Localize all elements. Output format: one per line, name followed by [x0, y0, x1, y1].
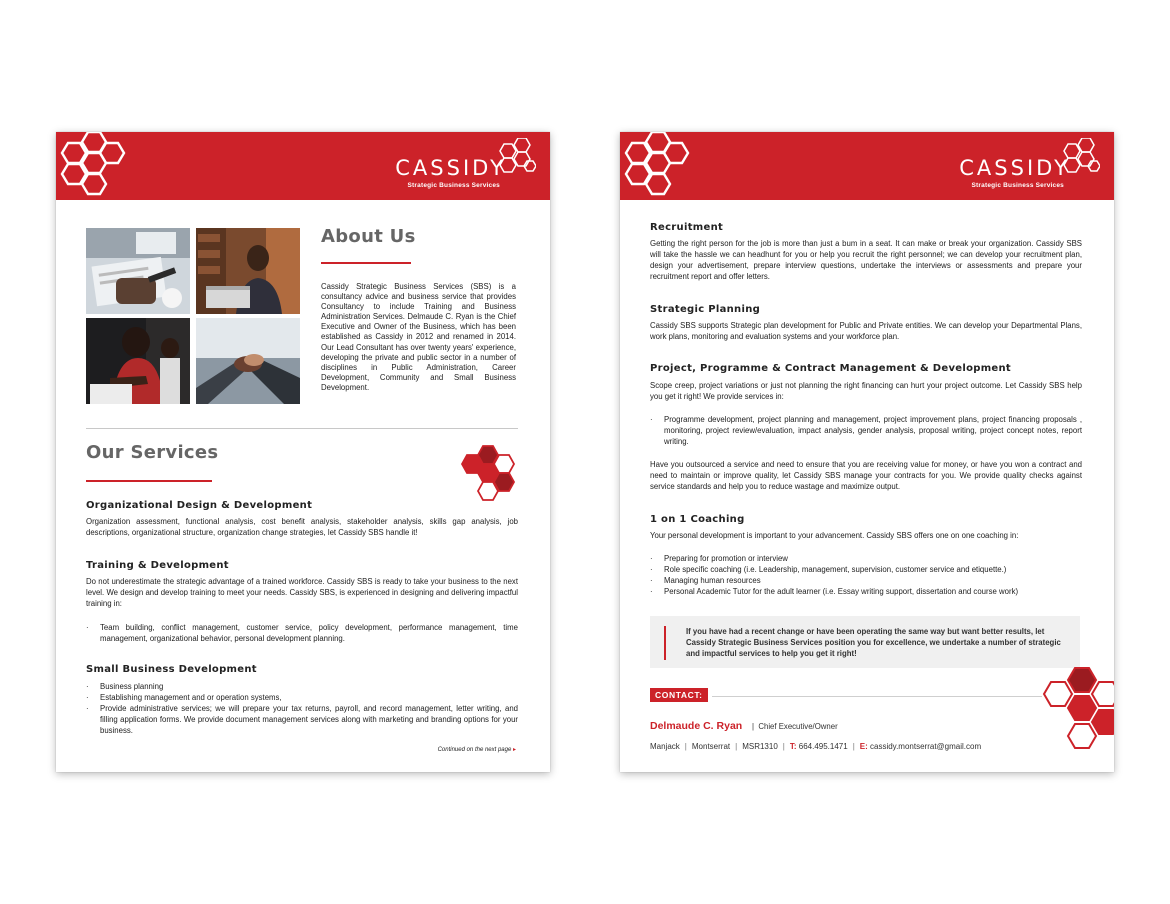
role-separator: | [752, 722, 759, 731]
list-item: · Establishing management and or operation systems, [86, 692, 518, 703]
training-list [86, 622, 518, 644]
phone-number[interactable]: 664.495.1471 [798, 742, 848, 751]
logo-tagline: Strategic Business Services [971, 182, 1064, 189]
list-item: · Programme development, project planning and management, project improvement plans, project financing proposals , monitoring, project review/evaluation, impact analysis, gender analysis, proposal writing, project concept notes, report writing. [650, 414, 1082, 447]
callout-accent-bar [664, 626, 666, 660]
company-logo [376, 138, 536, 194]
hexagon-cluster-icon [56, 132, 126, 200]
about-us-text: Cassidy Strategic Business Services (SBS) is a consultancy advice and business service that provides Consultancy to include Training and Business Administration Services. Delmaude C. Ryan is the Chief Executive and Owner of the Business, which has been established as Cassidy in 2012 and renamed in 2014. Our Lead Consultant has over twenty years' experience, developing the private and public sector in a number of disciplines in Public Administration, Career Development, Community and Small Business Development. [321, 282, 516, 392]
about-underline [321, 262, 411, 264]
role-text: Chief Executive/Owner [758, 722, 838, 731]
list-item: · Managing human resources [650, 575, 1082, 586]
email-address[interactable]: cassidy.montserrat@gmail.com [870, 742, 982, 751]
callout-text: If you have had a recent change or have been operating the same way but want better results, let Cassidy Strategic Business Services position you for excellence, we undertake a number of strategic and impactful services to help you get it right! [686, 627, 1061, 658]
coaching-list [650, 553, 1082, 597]
recruitment-text: Getting the right person for the job is more than just a bum in a seat. It can make or break your organization. Cassidy SBS will take the hassle we can headhunt for you or help you recruit the right personnel; we can develop your recruitment plan, design your advertisement, prepare interview questions, undertake the interviews or assessments and prepare your recruitment report and offer letters. [650, 239, 1082, 281]
small-business-list [86, 681, 518, 736]
contact-address: Manjack | Montserrat | MSR1310 | T: 664.495.1471 | E: cassidy.montserrat@gmail.com [650, 742, 982, 751]
training-heading: Training & Development [86, 560, 229, 571]
hexagon-cluster-icon [620, 132, 690, 200]
list-item: · Team building, conflict management, customer service, policy development, performance management, time management, organizational behavior, personal development planning. [86, 622, 518, 644]
header-banner [56, 132, 550, 200]
photo-woman-working [86, 318, 190, 404]
services-hexagon-icon [460, 444, 516, 502]
brochure-page-2 [620, 132, 1114, 772]
training-text: Do not underestimate the strategic advantage of a trained workforce. Cassidy SBS is ready to take your business to the next level. We design and develop training to meet your needs. Cassidy SBS, is experienced in designing and delivering impactful training in: [86, 577, 518, 608]
contact-divider [712, 696, 1042, 697]
contact-name: Delmaude C. Ryan [650, 720, 743, 732]
address-line-1: Manjack [650, 742, 680, 751]
about-us-heading: About Us [321, 226, 416, 247]
coaching-heading: 1 on 1 Coaching [650, 514, 745, 525]
continued-note [438, 746, 516, 753]
logo-name: CASSIDY [395, 156, 506, 180]
callout-box [650, 616, 1080, 668]
list-item: · Personal Academic Tutor for the adult learner (i.e. Essay writing support, dissertation and course work) [650, 586, 1082, 597]
list-item: · Provide administrative services; we will prepare your tax returns, payroll, and record management, letter writing, and filling application forms. We provide document management services along with marketing and branding options for your business. [86, 703, 518, 736]
our-services-heading: Our Services [86, 442, 219, 463]
org-design-text: Organization assessment, functional analysis, cost benefit analysis, stakeholder analysis, skills gap analysis, job descriptions, organizational structure, organization change strategies, let Cassidy SBS handle it! [86, 517, 518, 537]
photo-handshake [196, 318, 300, 404]
contact-role [752, 722, 838, 731]
section-divider [86, 428, 518, 429]
contact-label: CONTACT: [650, 688, 708, 702]
small-business-heading: Small Business Development [86, 664, 257, 675]
list-item: · Business planning [86, 681, 518, 692]
brochure-page-1 [56, 132, 550, 772]
logo-tagline: Strategic Business Services [407, 182, 500, 189]
header-banner [620, 132, 1114, 200]
project-management-text: Scope creep, project variations or just not planning the right financing can hurt your project outcome. Let Cassidy SBS help you get it right! We provide services in: [650, 381, 1082, 401]
org-design-heading: Organizational Design & Development [86, 500, 313, 511]
project-management-text-2: Have you outsourced a service and need to ensure that you are receiving value for money, or have you won a contract and need to maintain or improve quality, let Cassidy SBS manage your contracts for you. We provide quality checks against service standards and help you to reduce wastage and maximize output. [650, 460, 1082, 491]
project-management-heading: Project, Programme & Contract Management & Development [650, 363, 1012, 374]
logo-hexagon-icon [496, 138, 536, 178]
address-postcode: MSR1310 [742, 742, 778, 751]
company-logo [940, 138, 1100, 194]
photo-collage [86, 228, 300, 404]
email-label: E: [859, 742, 868, 751]
arrow-right-icon: ▸ [512, 747, 516, 753]
continued-text: Continued on the next page [437, 747, 512, 753]
list-item: · Role specific coaching (i.e. Leadership, management, supervision, customer service and etiquette.) [650, 564, 1082, 575]
project-list [650, 414, 1082, 447]
contact-hexagon-icon [1042, 662, 1114, 762]
logo-hexagon-icon [1060, 138, 1100, 178]
photo-paperwork [86, 228, 190, 314]
strategic-planning-text: Cassidy SBS supports Strategic plan development for Public and Private entities. We can develop your Departmental Plans, work plans, monitoring and evaluation systems and your workforce plan. [650, 321, 1082, 341]
phone-label: T: [789, 742, 797, 751]
recruitment-heading: Recruitment [650, 222, 724, 233]
address-line-2: Montserrat [691, 742, 731, 751]
list-item: · Preparing for promotion or interview [650, 553, 1082, 564]
strategic-planning-heading: Strategic Planning [650, 304, 761, 315]
photo-businessman-laptop [196, 228, 300, 314]
logo-name: CASSIDY [959, 156, 1070, 180]
coaching-text: Your personal development is important to your advancement. Cassidy SBS offers one on one coaching in: [650, 531, 1019, 540]
services-underline [86, 480, 212, 482]
